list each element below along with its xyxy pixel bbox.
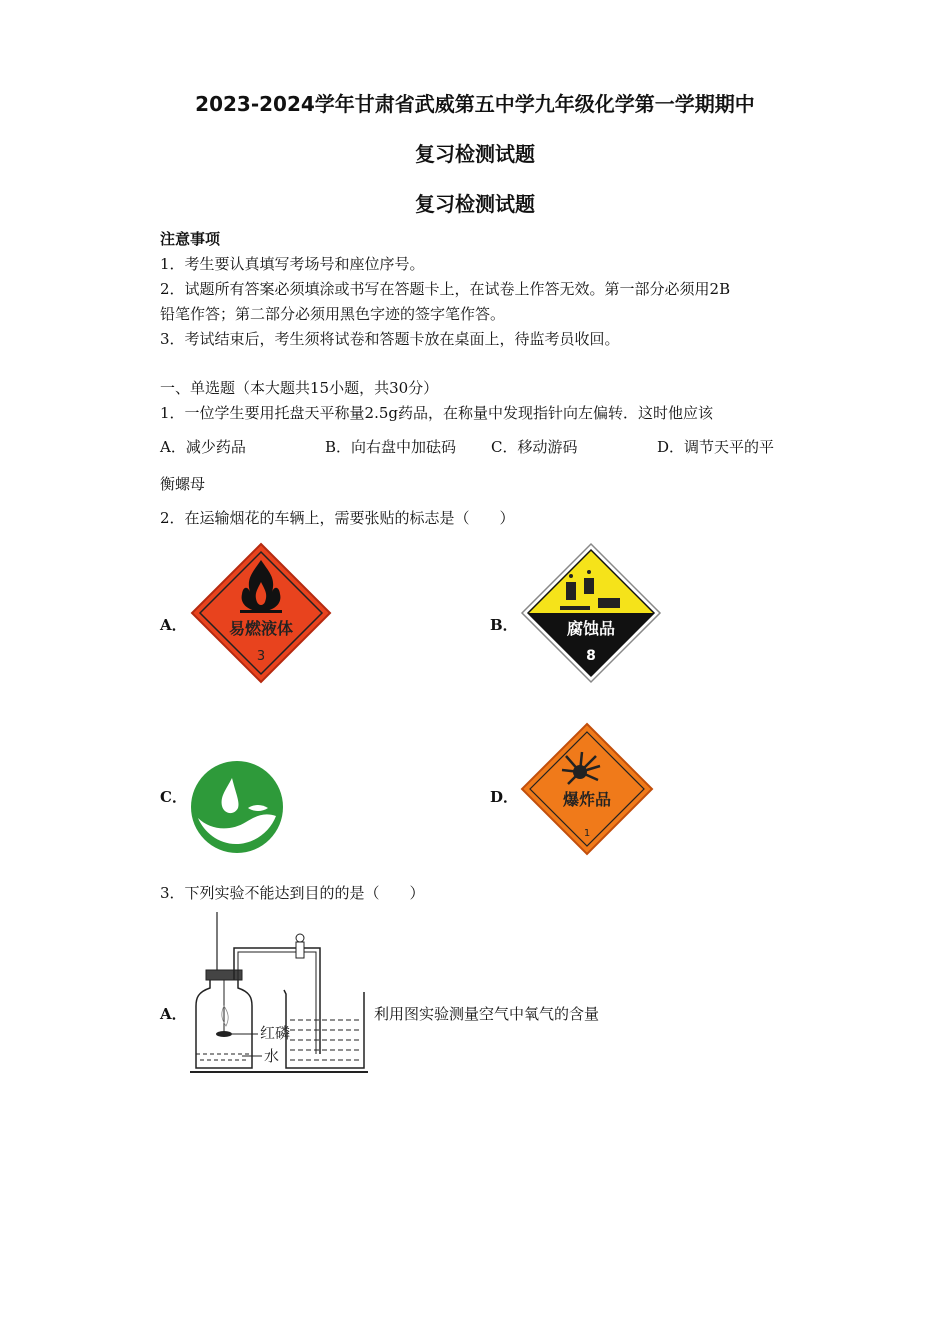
diagram-label-water: 水: [264, 1047, 280, 1065]
explosive-sign: [520, 722, 654, 856]
page-subtitle-repeat: 复习检测试题: [415, 192, 535, 216]
question-1-option-d-cont: 衡螺母: [160, 475, 206, 493]
corrosive-sign-number: 8: [586, 648, 596, 664]
notice-item-3: 3．考试结束后，考生须将试卷和答题卡放在桌面上，待监考员收回。: [160, 330, 620, 348]
water-saving-sign: [190, 760, 284, 854]
question-1-stem: 1．一位学生要用托盘天平称量2.5g药品，在称量中发现指针向左偏转．这时他应该: [160, 404, 714, 422]
corrosive-sign-text: 腐蚀品: [566, 619, 616, 638]
page-subtitle: 复习检测试题: [415, 142, 535, 166]
question-3-label-a: A．: [160, 1005, 187, 1023]
question-3-stem: 3．下列实验不能达到目的的是（ ）: [160, 884, 425, 902]
flammable-liquid-sign: [190, 542, 332, 684]
page-title: 2023-2024学年甘肃省武威第五中学九年级化学第一学期期中: [195, 92, 755, 116]
notice-item-2: 2．试题所有答案必须填涂或书写在答题卡上，在试卷上作答无效。第一部分必须用2B: [160, 280, 731, 298]
question-2-label-b: B．: [490, 616, 518, 634]
question-1-option-c: C．移动游码: [491, 438, 578, 456]
flammable-sign-text: 易燃液体: [228, 619, 294, 638]
question-2-label-d: D．: [490, 788, 519, 806]
notice-item-1: 1．考生要认真填写考场号和座位序号。: [160, 255, 425, 273]
question-1-option-a: A．减少药品: [160, 438, 246, 456]
question-2-label-a: A．: [160, 616, 187, 634]
question-1-option-d: D．调节天平的平: [657, 438, 775, 456]
notice-item-2-cont: 铅笔作答；第二部分必须用黑色字迹的签字笔作答。: [160, 305, 506, 323]
explosive-sign-number: 1: [583, 828, 591, 839]
corrosive-sign: [520, 542, 662, 684]
diagram-label-phosphorus: 红磷: [260, 1024, 291, 1042]
oxygen-experiment-diagram: [190, 910, 372, 1076]
notice-heading: 注意事项: [160, 230, 221, 248]
question-3-option-a-text: 利用图实验测量空气中氧气的含量: [374, 1005, 600, 1023]
question-1-option-b: B．向右盘中加砝码: [325, 438, 457, 456]
section-heading: 一、单选题（本大题共15小题，共30分）: [160, 379, 439, 397]
explosive-sign-text: 爆炸品: [562, 790, 612, 809]
question-2-stem: 2．在运输烟花的车辆上，需要张贴的标志是（ ）: [160, 509, 515, 527]
flammable-sign-number: 3: [256, 649, 266, 664]
question-2-label-c: C．: [160, 788, 187, 806]
clamp-icon: [296, 934, 304, 958]
